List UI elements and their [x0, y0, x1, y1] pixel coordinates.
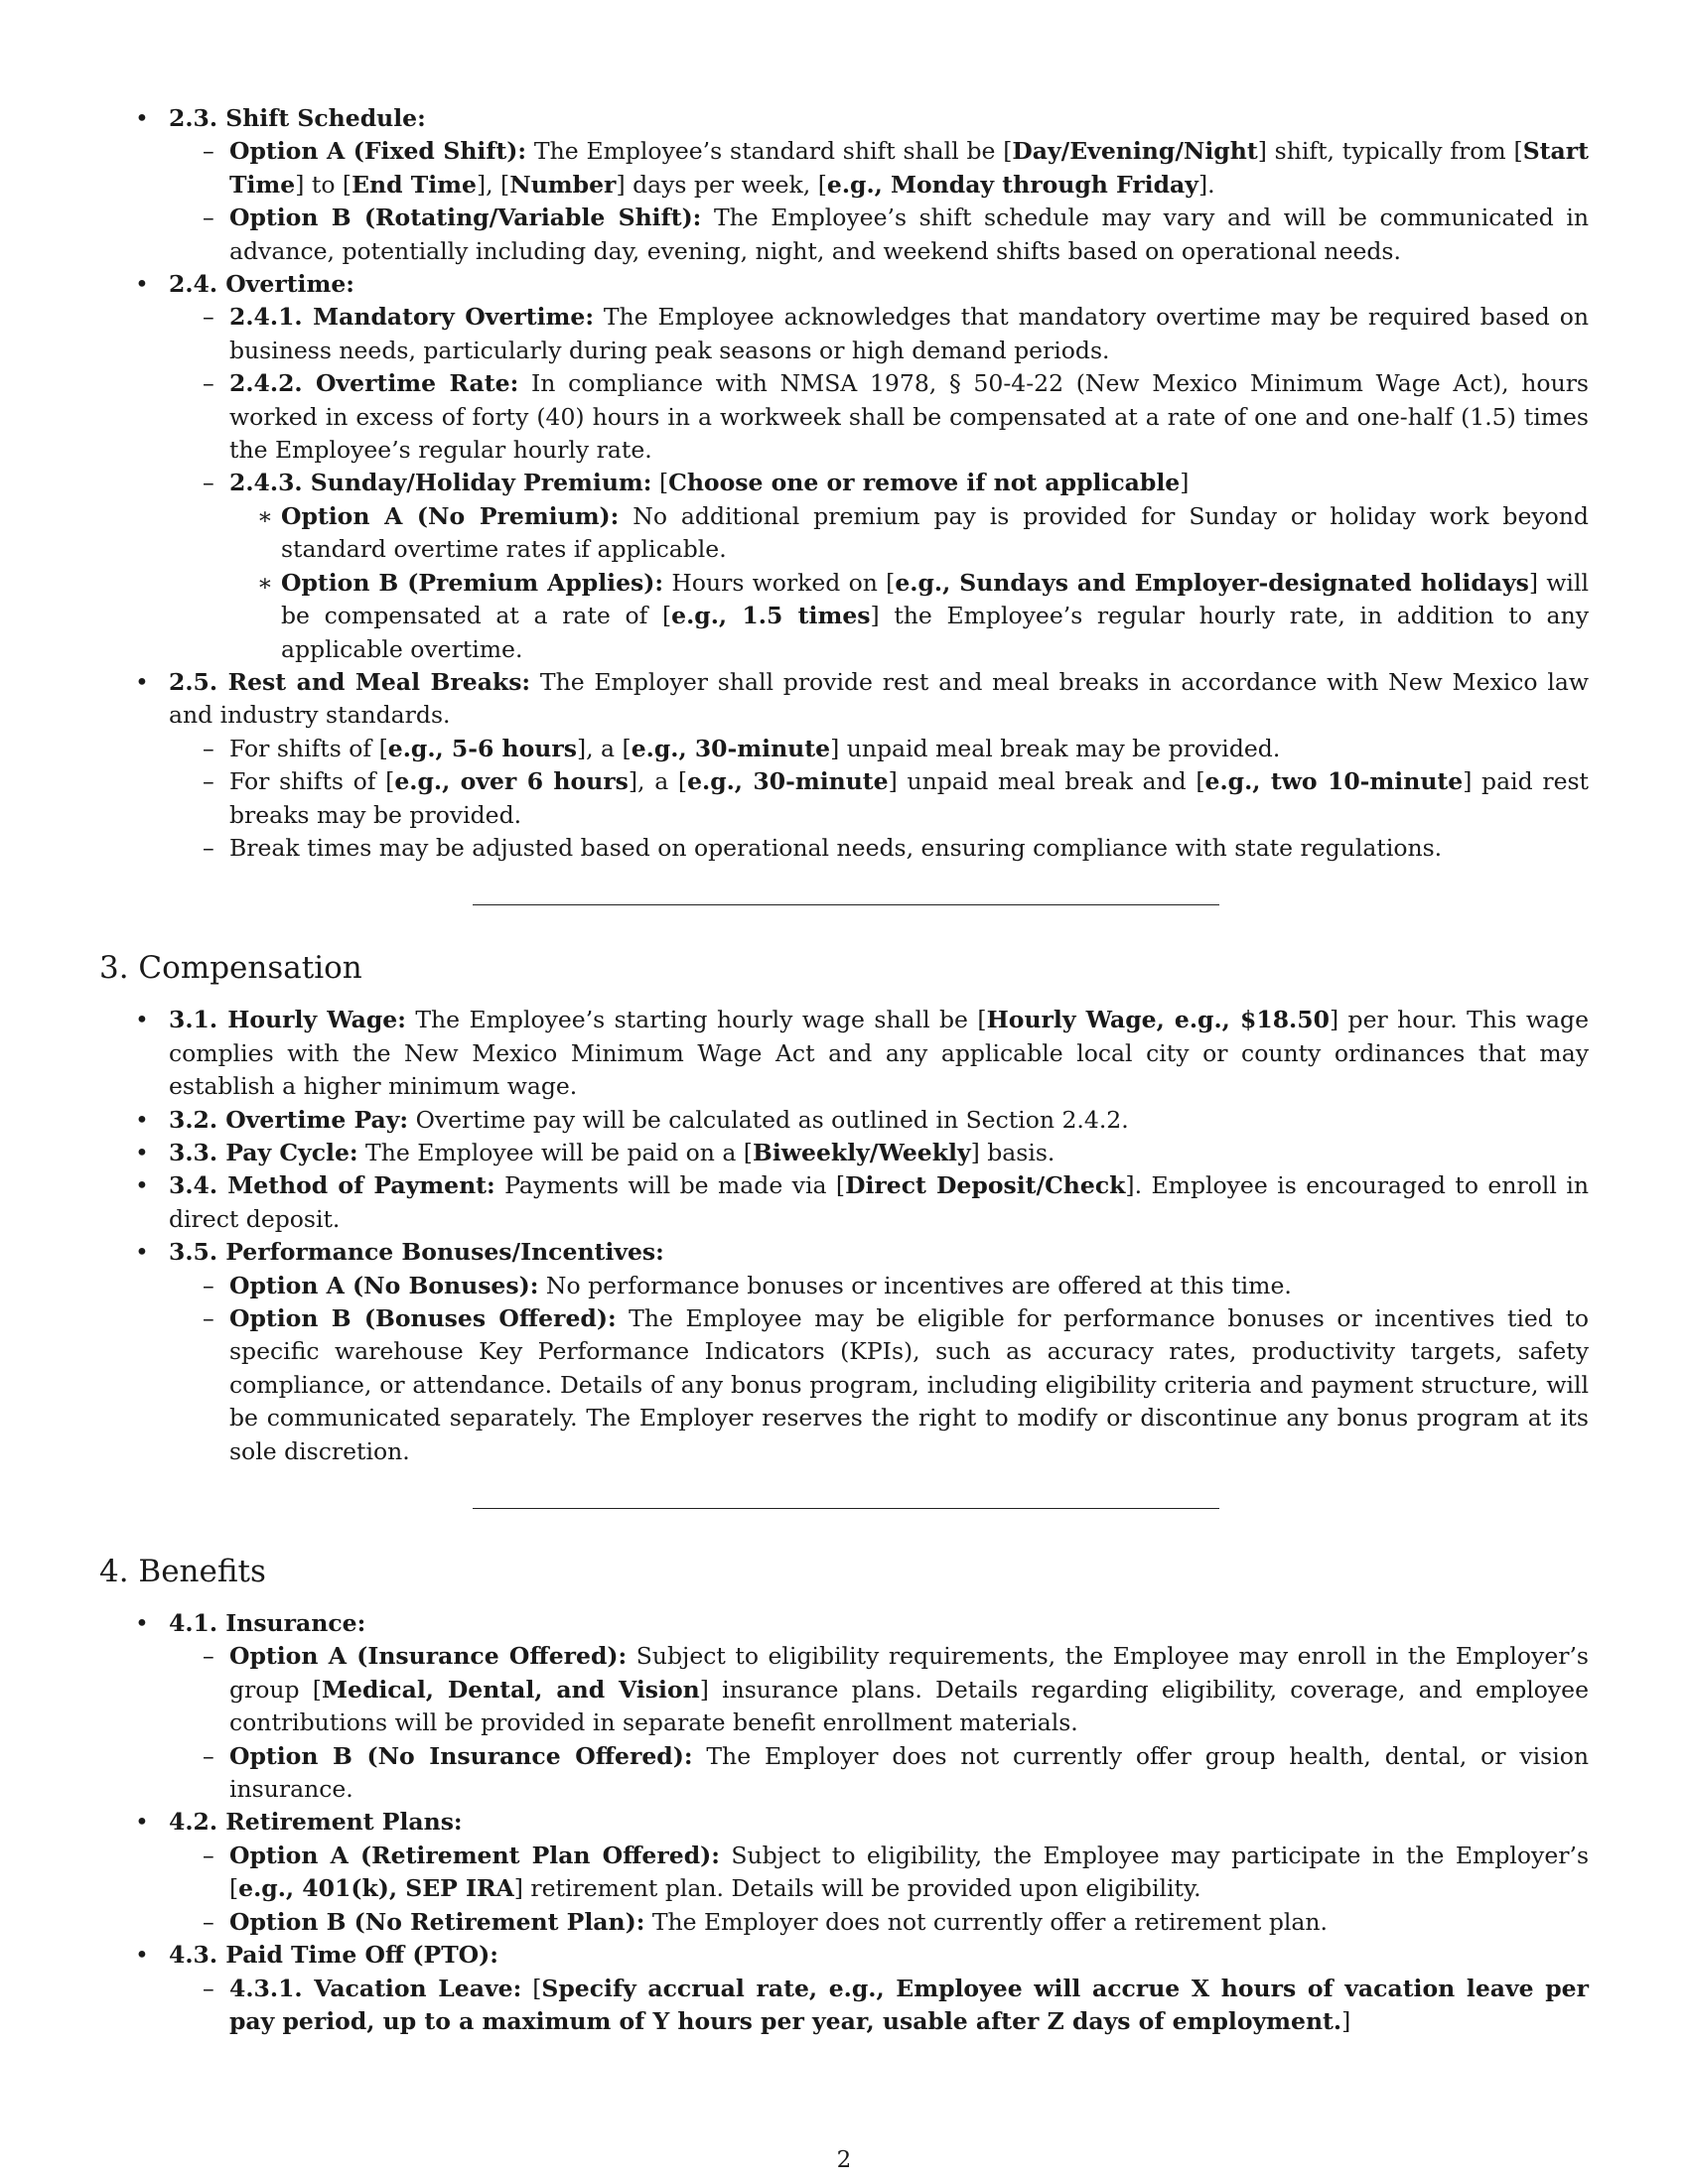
list-item-2-5	[99, 666, 1589, 865]
text: Subject to eligibility, the Employee may participate in the Employer’s [	[229, 1841, 1589, 1903]
text: Break times may be adjusted based on operational needs, ensuring compliance with state regulations.	[229, 833, 1443, 862]
list-item-4-2	[99, 1806, 1589, 1939]
text: ] insurance plans. Details regarding eligibility, coverage, and employee contributions will be provided in separate benefit enrollment materials.	[229, 1675, 1589, 1737]
placeholder: Choose one or remove if not applicable	[668, 469, 1181, 497]
list-item	[229, 500, 1589, 567]
placeholder: Biweekly/Weekly	[752, 1138, 971, 1166]
list-item	[169, 467, 1589, 665]
list-item	[169, 202, 1589, 268]
text: Hours worked on [	[663, 568, 896, 597]
option-label: Option B (Rotating/Variable Shift):	[229, 204, 702, 232]
item-label: 4.3.1. Vacation Leave:	[229, 1974, 522, 2002]
list-item	[169, 733, 1589, 765]
text: The Employee will be paid on a [	[357, 1138, 753, 1166]
text: ] paid rest breaks may be provided.	[229, 767, 1589, 829]
item-label: 2.3. Shift Schedule:	[169, 104, 426, 132]
list-item-2-4	[99, 268, 1589, 666]
placeholder: e.g., Monday through Friday	[826, 170, 1198, 199]
text: Subject to eligibility requirements, the Employee may enroll in the Employer’s group [	[229, 1642, 1589, 1704]
text: ] unpaid meal break and [	[888, 767, 1205, 796]
text: ] basis.	[970, 1138, 1055, 1166]
placeholder: e.g., Sundays and Employer-designated holidays	[895, 568, 1529, 597]
list-item	[169, 1740, 1589, 1807]
list-item-2-3	[99, 102, 1589, 268]
text: ], [	[476, 170, 510, 199]
text: For shifts of [	[229, 734, 388, 762]
text: ] shift, typically from [	[1257, 137, 1523, 166]
placeholder: Day/Evening/Night	[1012, 137, 1258, 166]
option-label: Option A (Insurance Offered):	[229, 1642, 628, 1671]
placeholder: Direct Deposit/Check	[845, 1171, 1126, 1200]
text: ] retirement plan. Details will be provided upon eligibility.	[513, 1874, 1201, 1903]
list-item-4-3	[99, 1939, 1589, 2038]
placeholder: End Time	[352, 170, 477, 199]
item-label: 4.1. Insurance:	[169, 1609, 366, 1638]
item-label: 2.4.3. Sunday/Holiday Premium:	[229, 469, 652, 497]
placeholder: e.g., 30-minute	[631, 734, 831, 762]
list-item	[169, 135, 1589, 202]
text: ] to [	[295, 170, 352, 199]
list-item	[169, 1973, 1589, 2039]
shift-options	[169, 135, 1589, 268]
text: The Employer does not currently offer group health, dental, or vision insurance.	[229, 1741, 1589, 1804]
text: ] will be compensated at a rate of [	[281, 568, 1589, 630]
section-4-list	[99, 1607, 1589, 2038]
placeholder: e.g., 1.5 times	[671, 602, 871, 630]
text: [	[521, 1974, 542, 2002]
list-item	[169, 1840, 1589, 1906]
text: ].	[1197, 170, 1215, 199]
list-item-3-3	[99, 1137, 1589, 1169]
item-label: 2.5. Rest and Meal Breaks:	[169, 667, 531, 696]
placeholder: Hourly Wage, e.g., $18.50	[986, 1006, 1330, 1034]
text: ], a [	[576, 734, 632, 762]
list-item-3-4	[99, 1169, 1589, 1236]
page-number: 2	[836, 2147, 852, 2173]
placeholder: e.g., 5-6 hours	[387, 734, 577, 762]
item-label: 3.3. Pay Cycle:	[169, 1138, 358, 1166]
retirement-options	[169, 1840, 1589, 1939]
list-item	[169, 1270, 1589, 1302]
text: ] per hour. This wage complies with the New Mexico Minimum Wage Act and any applicable local city or county ordinances that may establish a higher minimum wage.	[169, 1006, 1589, 1101]
text: ]	[1341, 2006, 1351, 2035]
item-label: 3.4. Method of Payment:	[169, 1171, 495, 1200]
text: The Employee’s standard shift shall be [	[526, 137, 1013, 166]
text: No performance bonuses or incentives are offered at this time.	[538, 1271, 1292, 1299]
list-item-3-5	[99, 1236, 1589, 1468]
list-item	[169, 832, 1589, 865]
break-items	[169, 733, 1589, 866]
placeholder: Start Time	[229, 137, 1589, 199]
premium-options	[229, 500, 1589, 666]
text: [	[651, 469, 669, 497]
option-label: Option A (Retirement Plan Offered):	[229, 1841, 720, 1869]
text: ] the Employee’s regular hourly rate, in addition to any applicable overtime.	[281, 602, 1589, 663]
section-divider	[473, 1508, 1219, 1509]
text: ]. Employee is encouraged to enroll in direct deposit.	[169, 1171, 1589, 1233]
list-item	[169, 1906, 1589, 1939]
option-label: Option B (Premium Applies):	[281, 568, 664, 597]
section-2-list	[99, 102, 1589, 865]
text: No additional premium pay is provided for Sunday or holiday work beyond standard overtime rates if applicable.	[281, 501, 1589, 564]
text: Overtime pay will be calculated as outlined in Section 2.4.2.	[408, 1105, 1129, 1134]
item-label: 4.3. Paid Time Off (PTO):	[169, 1941, 498, 1970]
list-item	[169, 367, 1589, 467]
item-label: 2.4.1. Mandatory Overtime:	[229, 303, 595, 332]
text: For shifts of [	[229, 767, 395, 796]
section-3-list	[99, 1004, 1589, 1468]
text: The Employer does not currently offer a retirement plan.	[644, 1907, 1328, 1936]
item-label: 3.1. Hourly Wage:	[169, 1006, 406, 1034]
option-label: Option B (Bonuses Offered):	[229, 1304, 617, 1332]
placeholder: e.g., two 10-minute	[1204, 767, 1464, 796]
placeholder: Specify accrual rate, e.g., Employee will accrue X hours of vacation leave per pay period, up to a maximum of Y hours per year, usable after Z days of employment.	[229, 1974, 1590, 2035]
item-label: 3.2. Overtime Pay:	[169, 1105, 409, 1134]
text: In compliance with NMSA 1978, § 50-4-22 (New Mexico Minimum Wage Act), hours worked in excess of forty (40) hours in a workweek shall be compensated at a rate of one and one-half (1.5) times the Employee’s regular hourly rate.	[229, 369, 1589, 465]
item-label: 2.4.2. Overtime Rate:	[229, 369, 519, 398]
section-divider	[473, 904, 1219, 905]
list-item	[169, 1640, 1589, 1739]
page-content	[99, 102, 1589, 2038]
list-item	[229, 567, 1589, 666]
placeholder: e.g., 401(k), SEP IRA	[238, 1874, 514, 1903]
placeholder: e.g., over 6 hours	[394, 767, 629, 796]
section-heading-compensation: 3. Compensation	[99, 950, 362, 987]
text: The Employee acknowledges that mandatory overtime may be required based on business needs, particularly during peak seasons or high demand periods.	[229, 303, 1589, 364]
item-label: 3.5. Performance Bonuses/Incentives:	[169, 1238, 664, 1267]
text: The Employer shall provide rest and meal breaks in accordance with New Mexico law and industry standards.	[169, 667, 1589, 730]
overtime-items	[169, 301, 1589, 665]
list-item	[169, 301, 1589, 367]
pto-items	[169, 1973, 1589, 2039]
placeholder: Number	[509, 170, 617, 199]
list-item-3-1	[99, 1004, 1589, 1103]
placeholder: Medical, Dental, and Vision	[321, 1675, 700, 1704]
text: The Employee’s starting hourly wage shall be [	[405, 1006, 987, 1034]
option-label: Option B (No Insurance Offered):	[229, 1741, 693, 1770]
list-item	[169, 1302, 1589, 1468]
list-item-3-2	[99, 1104, 1589, 1137]
text: ] unpaid meal break may be provided.	[830, 734, 1281, 762]
list-item	[169, 765, 1589, 832]
option-label: Option A (No Premium):	[281, 501, 620, 530]
insurance-options	[169, 1640, 1589, 1806]
text: Payments will be made via [	[494, 1171, 846, 1200]
section-heading-benefits: 4. Benefits	[99, 1554, 266, 1590]
item-label: 2.4. Overtime:	[169, 270, 354, 299]
bonus-options	[169, 1270, 1589, 1468]
text: ]	[1180, 469, 1190, 497]
text: ], a [	[628, 767, 688, 796]
text: The Employee’s shift schedule may vary and will be communicated in advance, potentially including day, evening, night, and weekend shifts based on operational needs.	[229, 204, 1590, 265]
placeholder: e.g., 30-minute	[687, 767, 889, 796]
list-item-4-1	[99, 1607, 1589, 1806]
item-label: 4.2. Retirement Plans:	[169, 1808, 463, 1837]
text: The Employee may be eligible for performance bonuses or incentives tied to specific warehouse Key Performance Indicators (KPIs), such as accuracy rates, productivity targets, safety compliance, or attendance. Details of any bonus program, including eligibility criteria and payment structure, will be communicated separately. The Employer reserves the right to modify or discontinue any bonus program at its sole discretion.	[229, 1304, 1589, 1465]
option-label: Option B (No Retirement Plan):	[229, 1907, 645, 1936]
option-label: Option A (No Bonuses):	[229, 1271, 539, 1299]
option-label: Option A (Fixed Shift):	[229, 137, 527, 166]
text: ] days per week, [	[616, 170, 827, 199]
